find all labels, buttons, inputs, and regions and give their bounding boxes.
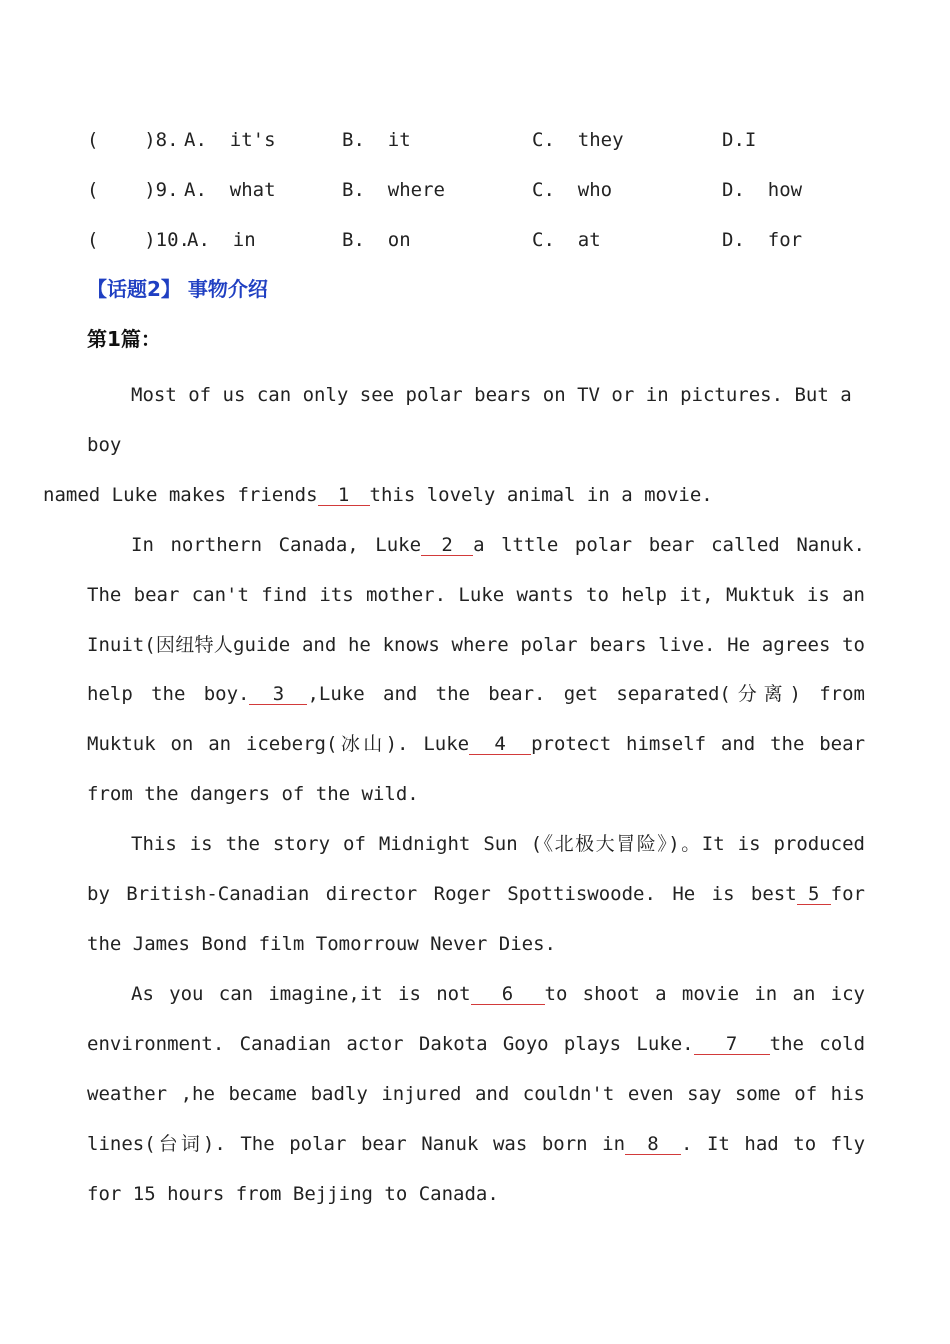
- option-a: A. what: [184, 179, 276, 201]
- passage-text: Most of us can only see polar bears on TV or in pictures. But a boy: [87, 384, 852, 456]
- passage-text: to shoot a movie in an icy environment. Canadian actor Dakota Goyo plays Luke.: [87, 982, 865, 1055]
- question-number: ( )10.: [87, 229, 190, 251]
- option-d: D. how: [722, 179, 803, 201]
- blank-4: 4: [469, 734, 531, 755]
- topic-heading: 【话题2】 事物介绍: [87, 277, 268, 301]
- passage-text: the cold weather ,he became badly injured and couldn't even say some of his lines(台词). The polar bear Nanuk was born in: [87, 1032, 866, 1155]
- passage-text: protect himself and the bear from the dangers of the wild.: [87, 733, 866, 806]
- paragraph-3: [87, 820, 865, 970]
- paragraph-2: [87, 521, 865, 820]
- option-c: C. they: [532, 129, 624, 151]
- passage-text: named Luke makes friends: [43, 483, 318, 506]
- passage-text: ,Luke and the bear. get separated(分离) from Muktuk on an iceberg(冰山). Luke: [87, 683, 865, 756]
- option-d: D. for: [722, 229, 803, 251]
- passage-text: a lttle polar bear called Nanuk. The bear can't find its mother. Luke wants to help it, Muktuk is an Inuit(因纽特人guide and he knows where polar bears live. He agrees to help the boy.: [87, 533, 865, 706]
- blank-8: 8: [625, 1134, 681, 1155]
- blank-7: 7: [694, 1034, 770, 1055]
- option-b: B. on: [342, 229, 411, 251]
- blank-6: 6: [471, 984, 545, 1005]
- option-d: D.I: [722, 129, 757, 151]
- passage-text: this lovely animal in a movie.: [369, 483, 713, 506]
- question-number: ( )8.: [87, 129, 179, 151]
- blank-2: 2: [421, 535, 473, 556]
- option-c: C. at: [532, 229, 601, 251]
- paragraph-1: [43, 371, 865, 521]
- passage-text: As you can imagine,it is not: [131, 982, 471, 1005]
- option-b: B. where: [342, 179, 445, 201]
- question-number: ( )9.: [87, 179, 179, 201]
- part-heading: 第1篇：: [87, 327, 161, 351]
- option-b: B. it: [342, 129, 411, 151]
- passage-text: In northern Canada, Luke: [131, 533, 422, 556]
- passage-text: . It had to fly for 15 hours from Bejjing to Canada.: [87, 1132, 866, 1205]
- blank-3: 3: [249, 684, 307, 705]
- blank-1: 1: [318, 485, 370, 506]
- option-a: A. it's: [184, 129, 276, 151]
- passage-text: for the James Bond film Tomorrouw Never Dies.: [87, 883, 865, 955]
- reading-passage: [43, 371, 866, 1219]
- paragraph-4: [87, 970, 865, 1220]
- blank-5: 5: [797, 884, 831, 905]
- option-c: C. who: [532, 179, 613, 201]
- option-a: A. in: [187, 229, 256, 251]
- passage-text: This is the story of Midnight Sun (《北极大冒险》)。It is produced by British-Canadian director Roger Spottiswoode. He is best: [87, 833, 865, 906]
